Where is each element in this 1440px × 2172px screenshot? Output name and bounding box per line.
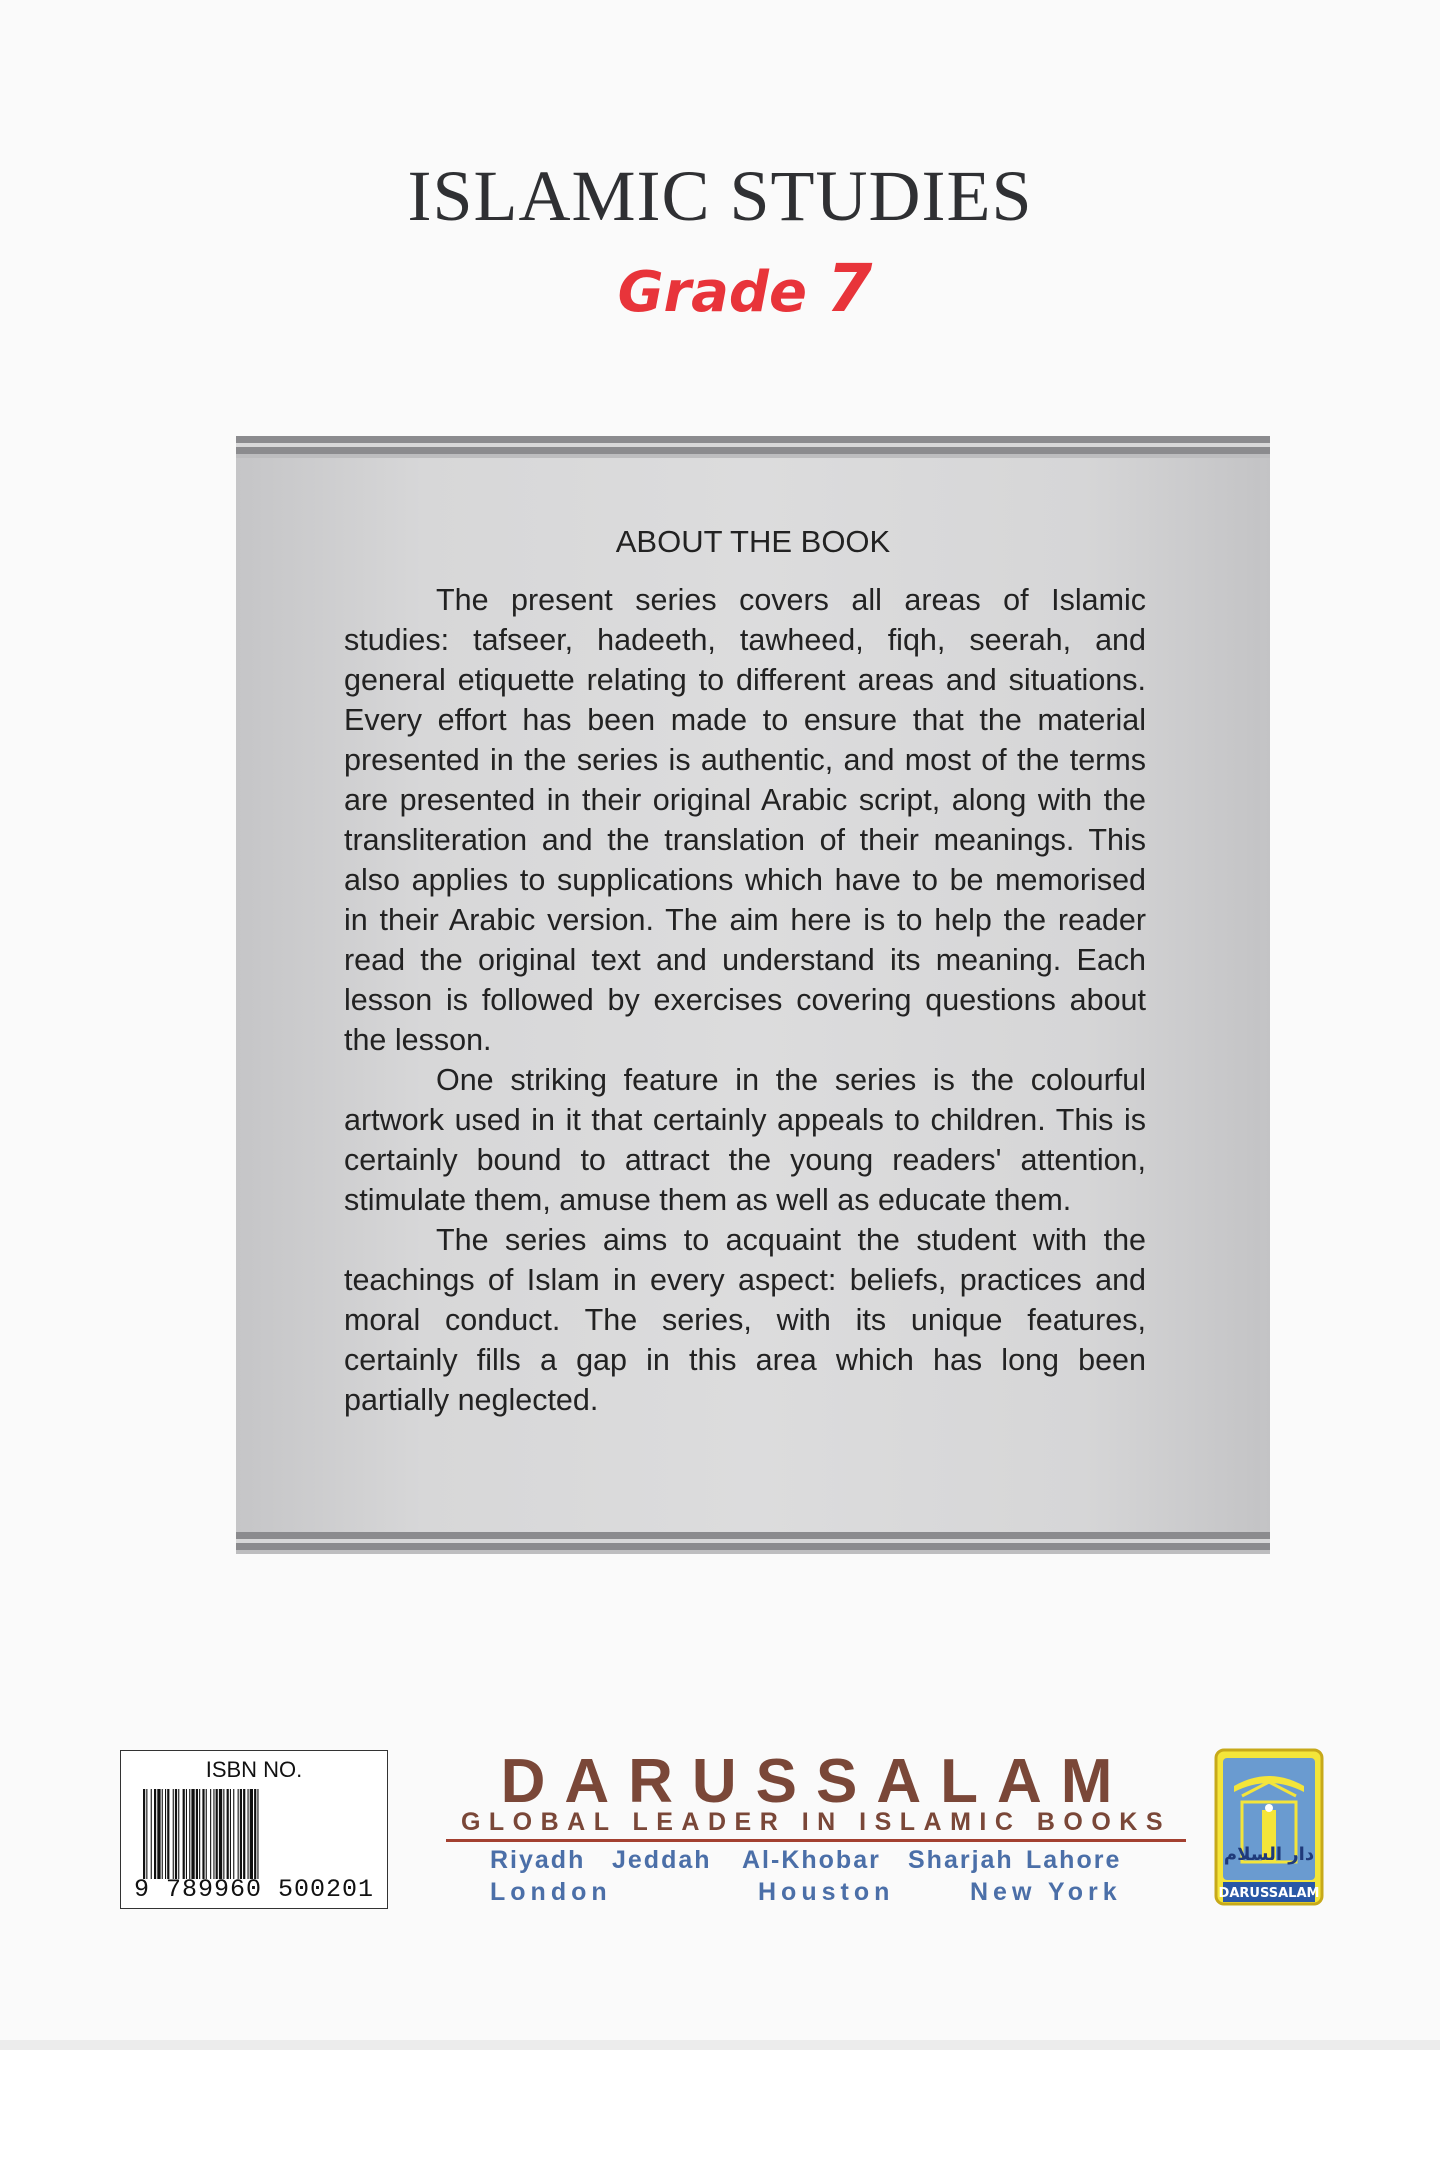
barcode-bar: [206, 1789, 207, 1879]
barcode-bar: [254, 1789, 256, 1879]
barcode-bar: [191, 1789, 194, 1879]
barcode-bar: [216, 1789, 218, 1879]
barcode-bar: [165, 1789, 166, 1879]
barcode-bar: [213, 1789, 214, 1879]
barcode-bar: [233, 1789, 234, 1879]
barcode-bar: [154, 1789, 156, 1879]
barcode-bar: [175, 1789, 177, 1879]
barcode-bar: [243, 1789, 245, 1879]
city-label: London: [490, 1878, 612, 1906]
barcode-bar: [173, 1789, 174, 1879]
isbn-label: ISBN NO.: [205, 1757, 303, 1782]
about-heading: ABOUT THE BOOK: [615, 524, 891, 559]
darussalam-logo-icon: [1214, 1748, 1324, 1906]
page-bottom-strip: [0, 2040, 1440, 2050]
barcode-bar: [210, 1789, 211, 1879]
grade-number: 7: [826, 250, 873, 327]
barcode-bar: [162, 1789, 163, 1879]
book-title: ISLAMIC STUDIES: [407, 156, 1033, 236]
barcode-bar: [189, 1789, 190, 1879]
publisher-tagline: GLOBAL LEADER IN ISLAMIC BOOKS: [446, 1808, 1186, 1842]
city-label: Lahore: [1026, 1846, 1122, 1874]
barcode-bar: [199, 1789, 200, 1879]
city-label: Jeddah: [612, 1846, 712, 1874]
grade-word: Grade: [617, 260, 807, 325]
barcode-bar: [227, 1789, 229, 1879]
barcode-bar: [178, 1789, 179, 1879]
barcode-bar: [157, 1789, 160, 1879]
city-label: New York: [970, 1878, 1122, 1906]
barcode-bar: [257, 1789, 258, 1879]
barcode-bar: [202, 1789, 204, 1879]
about-paragraph-1: The present series covers all areas of Islamic studies: tafseer, hadeeth, tawheed, fiqh, seerah, and general etiquette relating to different areas and situations. Every effort has been made to ensure that the material presented in the series is authentic, and most of the terms are presented in their original Arabic script, along with the transliteration and the translation of their meanings. This also applies to supplications which have to be memorised in their Arabic version. The aim here is to help the reader read the original text and understand its meaning. Each lesson is followed by exercises covering questions about the lesson.: [344, 583, 1146, 1057]
barcode-bar: [250, 1789, 253, 1879]
barcode-bar: [238, 1789, 239, 1879]
barcode-icon: [143, 1789, 367, 1879]
about-body: [344, 580, 1146, 1420]
barcode-bar: [196, 1789, 198, 1879]
about-paragraph-2: One striking feature in the series is the colourful artwork used in it that certainly appeals to children. This is certainly bound to attract the young readers' attention, stimulate them, amuse them as well as educate them.: [344, 1063, 1146, 1217]
isbn-box: [120, 1750, 388, 1909]
about-panel-top-bar: [236, 436, 1270, 458]
isbn-digits: 9 789960 500201: [133, 1875, 375, 1904]
barcode-bar: [240, 1789, 242, 1879]
about-panel-bottom-bar: [236, 1532, 1270, 1554]
city-label: Riyadh: [490, 1846, 586, 1874]
barcode-bar: [143, 1789, 145, 1879]
city-label: Sharjah: [908, 1846, 1014, 1874]
logo-text: DARUSSALAM: [1218, 1886, 1320, 1901]
barcode-bar: [230, 1789, 231, 1879]
about-paragraph-3: The series aims to acquaint the student with the teachings of Islam in every aspect: beliefs, practices and moral conduct. The series, with its unique features, certainly fills a gap in this area which has long been partially neglected.: [344, 1223, 1146, 1417]
barcode-bar: [223, 1789, 224, 1879]
publisher-name: DARUSSALAM: [500, 1747, 1132, 1816]
city-label: Al-Khobar: [742, 1846, 881, 1874]
barcode-bar: [219, 1789, 222, 1879]
city-label: Houston: [758, 1878, 895, 1906]
grade-label: [0, 250, 1440, 327]
barcode-bar: [186, 1789, 187, 1879]
barcode-bar: [146, 1789, 147, 1879]
barcode-bar: [183, 1789, 185, 1879]
barcode-bar: [167, 1789, 169, 1879]
barcode-bar: [248, 1789, 249, 1879]
barcode-bar: [151, 1789, 152, 1879]
logo-arabic-text: دار السلام: [1223, 1844, 1315, 1865]
